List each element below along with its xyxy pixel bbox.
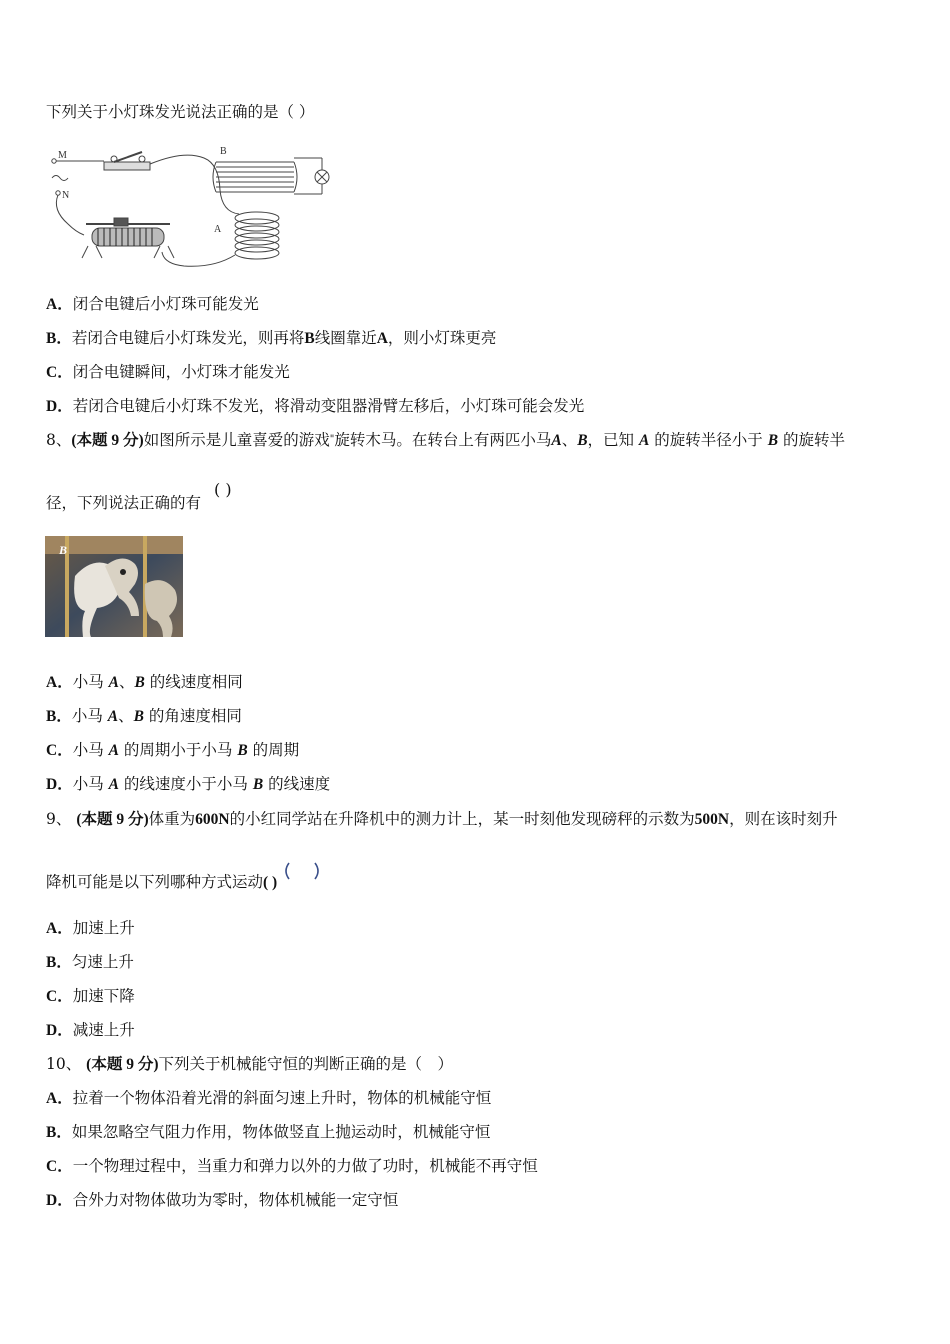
option-text: 、 bbox=[118, 673, 135, 691]
switch-base bbox=[104, 162, 150, 170]
q9-answer-paren: ( ) bbox=[263, 874, 278, 891]
option-letter: A． bbox=[46, 674, 73, 691]
carousel-photo bbox=[45, 536, 183, 637]
option-text: 的线速度 bbox=[263, 775, 331, 793]
question-number: 9、 bbox=[46, 810, 72, 828]
option-text: 、 bbox=[118, 707, 134, 725]
option-letter: C． bbox=[46, 364, 73, 381]
option-letter: B． bbox=[46, 1124, 72, 1141]
horse-b-ref: B bbox=[133, 708, 144, 725]
horse-a-ref: A bbox=[108, 742, 119, 759]
q8-stem-line1: 8、(本题 9 分)如图所示是儿童喜爱的游戏"旋转木马。在转台上有两匹小马A、B，已知 A 的旋转半径小于 B 的旋转半 bbox=[46, 431, 846, 449]
q8-option-b bbox=[46, 705, 242, 728]
q10-option-b bbox=[46, 1121, 490, 1144]
option-text: 一个物理过程中，当重力和弹力以外的力做了功时，机械能不再守恒 bbox=[72, 1157, 538, 1175]
option-text: 减速上升 bbox=[72, 1021, 135, 1039]
option-text: 加速上升 bbox=[72, 919, 135, 937]
q7-option-b bbox=[46, 327, 496, 350]
option-text: 小马 bbox=[72, 775, 109, 793]
circuit-figure bbox=[44, 140, 334, 272]
option-text: 线圈靠近 bbox=[314, 329, 377, 347]
option-letter: A． bbox=[46, 1090, 73, 1107]
q8-option-c bbox=[46, 739, 299, 762]
rheostat bbox=[82, 218, 174, 258]
scale-reading: 500N bbox=[694, 811, 730, 828]
question-number: 8、 bbox=[46, 431, 72, 449]
option-text: 匀速上升 bbox=[71, 953, 134, 971]
coil-b bbox=[213, 162, 297, 192]
horse-a-ref: A bbox=[107, 708, 119, 725]
option-text: 合外力对物体做功为零时，物体机械能一定守恒 bbox=[72, 1191, 399, 1209]
stem-text: 、 bbox=[561, 431, 578, 449]
option-text: 闭合电键瞬间，小灯珠才能发光 bbox=[72, 363, 290, 381]
option-letter: C． bbox=[46, 742, 73, 759]
label-n: N bbox=[62, 190, 70, 201]
stem-text: 的旋转半径小于 bbox=[654, 431, 763, 449]
coil-ref: A bbox=[376, 330, 388, 347]
q9-stem-line2 bbox=[46, 871, 277, 894]
q7-stem: 下列关于小灯珠发光说法正确的是（ ） bbox=[46, 103, 315, 121]
horse-a-ref: A bbox=[639, 432, 650, 449]
q7-option-d bbox=[46, 395, 584, 418]
option-letter: D． bbox=[46, 1022, 73, 1039]
question-number: 10、 bbox=[46, 1055, 82, 1073]
photo-label-b: B bbox=[59, 543, 68, 557]
q7-option-c bbox=[46, 361, 290, 384]
option-text: 小马 bbox=[72, 673, 109, 691]
horse-b-ref: B bbox=[237, 742, 248, 759]
stem-text: 的小红同学站在升降机中的测力计上，某一时刻他发现磅秤的示数为 bbox=[229, 810, 695, 828]
option-letter: B． bbox=[46, 708, 72, 725]
option-text: 的角速度相同 bbox=[143, 707, 242, 725]
label-m: M bbox=[58, 150, 67, 161]
switch-blade bbox=[114, 152, 142, 162]
option-text: 小马 bbox=[72, 741, 109, 759]
horse-a-ref: A bbox=[108, 776, 119, 793]
q9-option-c bbox=[46, 985, 135, 1008]
q7-option-a bbox=[46, 293, 259, 316]
option-letter: C． bbox=[46, 988, 73, 1005]
q10-option-c bbox=[46, 1155, 538, 1178]
option-text: 若闭合电键后小灯珠发光，则再将 bbox=[71, 329, 305, 347]
stem-text: 旋转木马。在转台上有两匹小马 bbox=[334, 431, 552, 449]
option-letter: B． bbox=[46, 954, 72, 971]
q8-option-d bbox=[46, 773, 330, 796]
option-letter: D． bbox=[46, 1192, 73, 1209]
horse-b-ref: B bbox=[252, 776, 264, 793]
stem-text: 的旋转半 bbox=[783, 431, 846, 449]
option-text: 的线速度小于小马 bbox=[118, 775, 253, 793]
question-score: (本题 9 分) bbox=[86, 1056, 159, 1073]
coil-ref: B bbox=[304, 330, 315, 347]
q8-answer-paren: ( ) bbox=[214, 480, 232, 499]
q9-option-a bbox=[46, 917, 135, 940]
stem-text: ，已知 bbox=[587, 431, 635, 449]
option-text: 拉着一个物体沿着光滑的斜面匀速上升时，物体的机械能守恒 bbox=[72, 1089, 492, 1107]
q8-stem-line2: 径，下列说法正确的有 bbox=[46, 494, 202, 512]
stem-text: ，则在该时刻升 bbox=[729, 810, 838, 828]
q10-stem bbox=[46, 1053, 453, 1076]
q10-option-a bbox=[46, 1087, 491, 1110]
option-text: 的线速度相同 bbox=[144, 673, 243, 691]
stem-text: 如图所示是儿童喜爱的游戏 bbox=[143, 431, 330, 449]
coil-a bbox=[235, 212, 279, 259]
option-text: 的周期小于小马 bbox=[118, 741, 238, 759]
q8-option-a bbox=[46, 671, 243, 694]
q9-paren-decoration bbox=[279, 860, 325, 882]
option-letter: D． bbox=[46, 776, 73, 793]
option-letter: C． bbox=[46, 1158, 73, 1175]
horse-b-ref: B bbox=[767, 432, 779, 449]
option-text: 小马 bbox=[71, 707, 108, 725]
stem-text: 下列关于机械能守恒的判断正确的是（ ） bbox=[158, 1055, 454, 1073]
option-text: 如果忽略空气阻力作用，物体做竖直上抛运动时，机械能守恒 bbox=[71, 1123, 491, 1141]
label-b: B bbox=[220, 146, 227, 157]
q9-option-d bbox=[46, 1019, 135, 1042]
weight-value: 600N bbox=[195, 811, 230, 828]
option-text: 的周期 bbox=[247, 741, 300, 759]
horse-a-ref: A bbox=[108, 674, 119, 691]
q9-stem-line1 bbox=[46, 808, 838, 831]
question-score: (本题 9 分) bbox=[71, 432, 144, 449]
option-text: 若闭合电键后小灯珠不发光，将滑动变阻器滑臂左移后，小灯珠可能会发光 bbox=[72, 397, 585, 415]
horse-a-ref: A bbox=[551, 432, 562, 449]
option-letter: B． bbox=[46, 330, 72, 347]
question-score: (本题 9 分) bbox=[76, 811, 149, 828]
option-letter: A． bbox=[46, 296, 73, 313]
option-text: 加速下降 bbox=[72, 987, 135, 1005]
label-a: A bbox=[214, 224, 222, 235]
option-text: 闭合电键后小灯珠可能发光 bbox=[72, 295, 259, 313]
horse-b-ref: B bbox=[577, 432, 588, 449]
ac-source-icon bbox=[52, 176, 68, 181]
option-letter: D． bbox=[46, 398, 73, 415]
terminal-m bbox=[52, 159, 56, 163]
horse-b-ref: B bbox=[134, 674, 145, 691]
stem-text: 降机可能是以下列哪种方式运动 bbox=[46, 873, 264, 891]
terminal-n bbox=[56, 191, 60, 195]
q9-option-b bbox=[46, 951, 134, 974]
q10-option-d bbox=[46, 1189, 398, 1212]
option-letter: A． bbox=[46, 920, 73, 937]
option-text: ，则小灯珠更亮 bbox=[387, 329, 497, 347]
stem-text: 体重为 bbox=[148, 810, 196, 828]
